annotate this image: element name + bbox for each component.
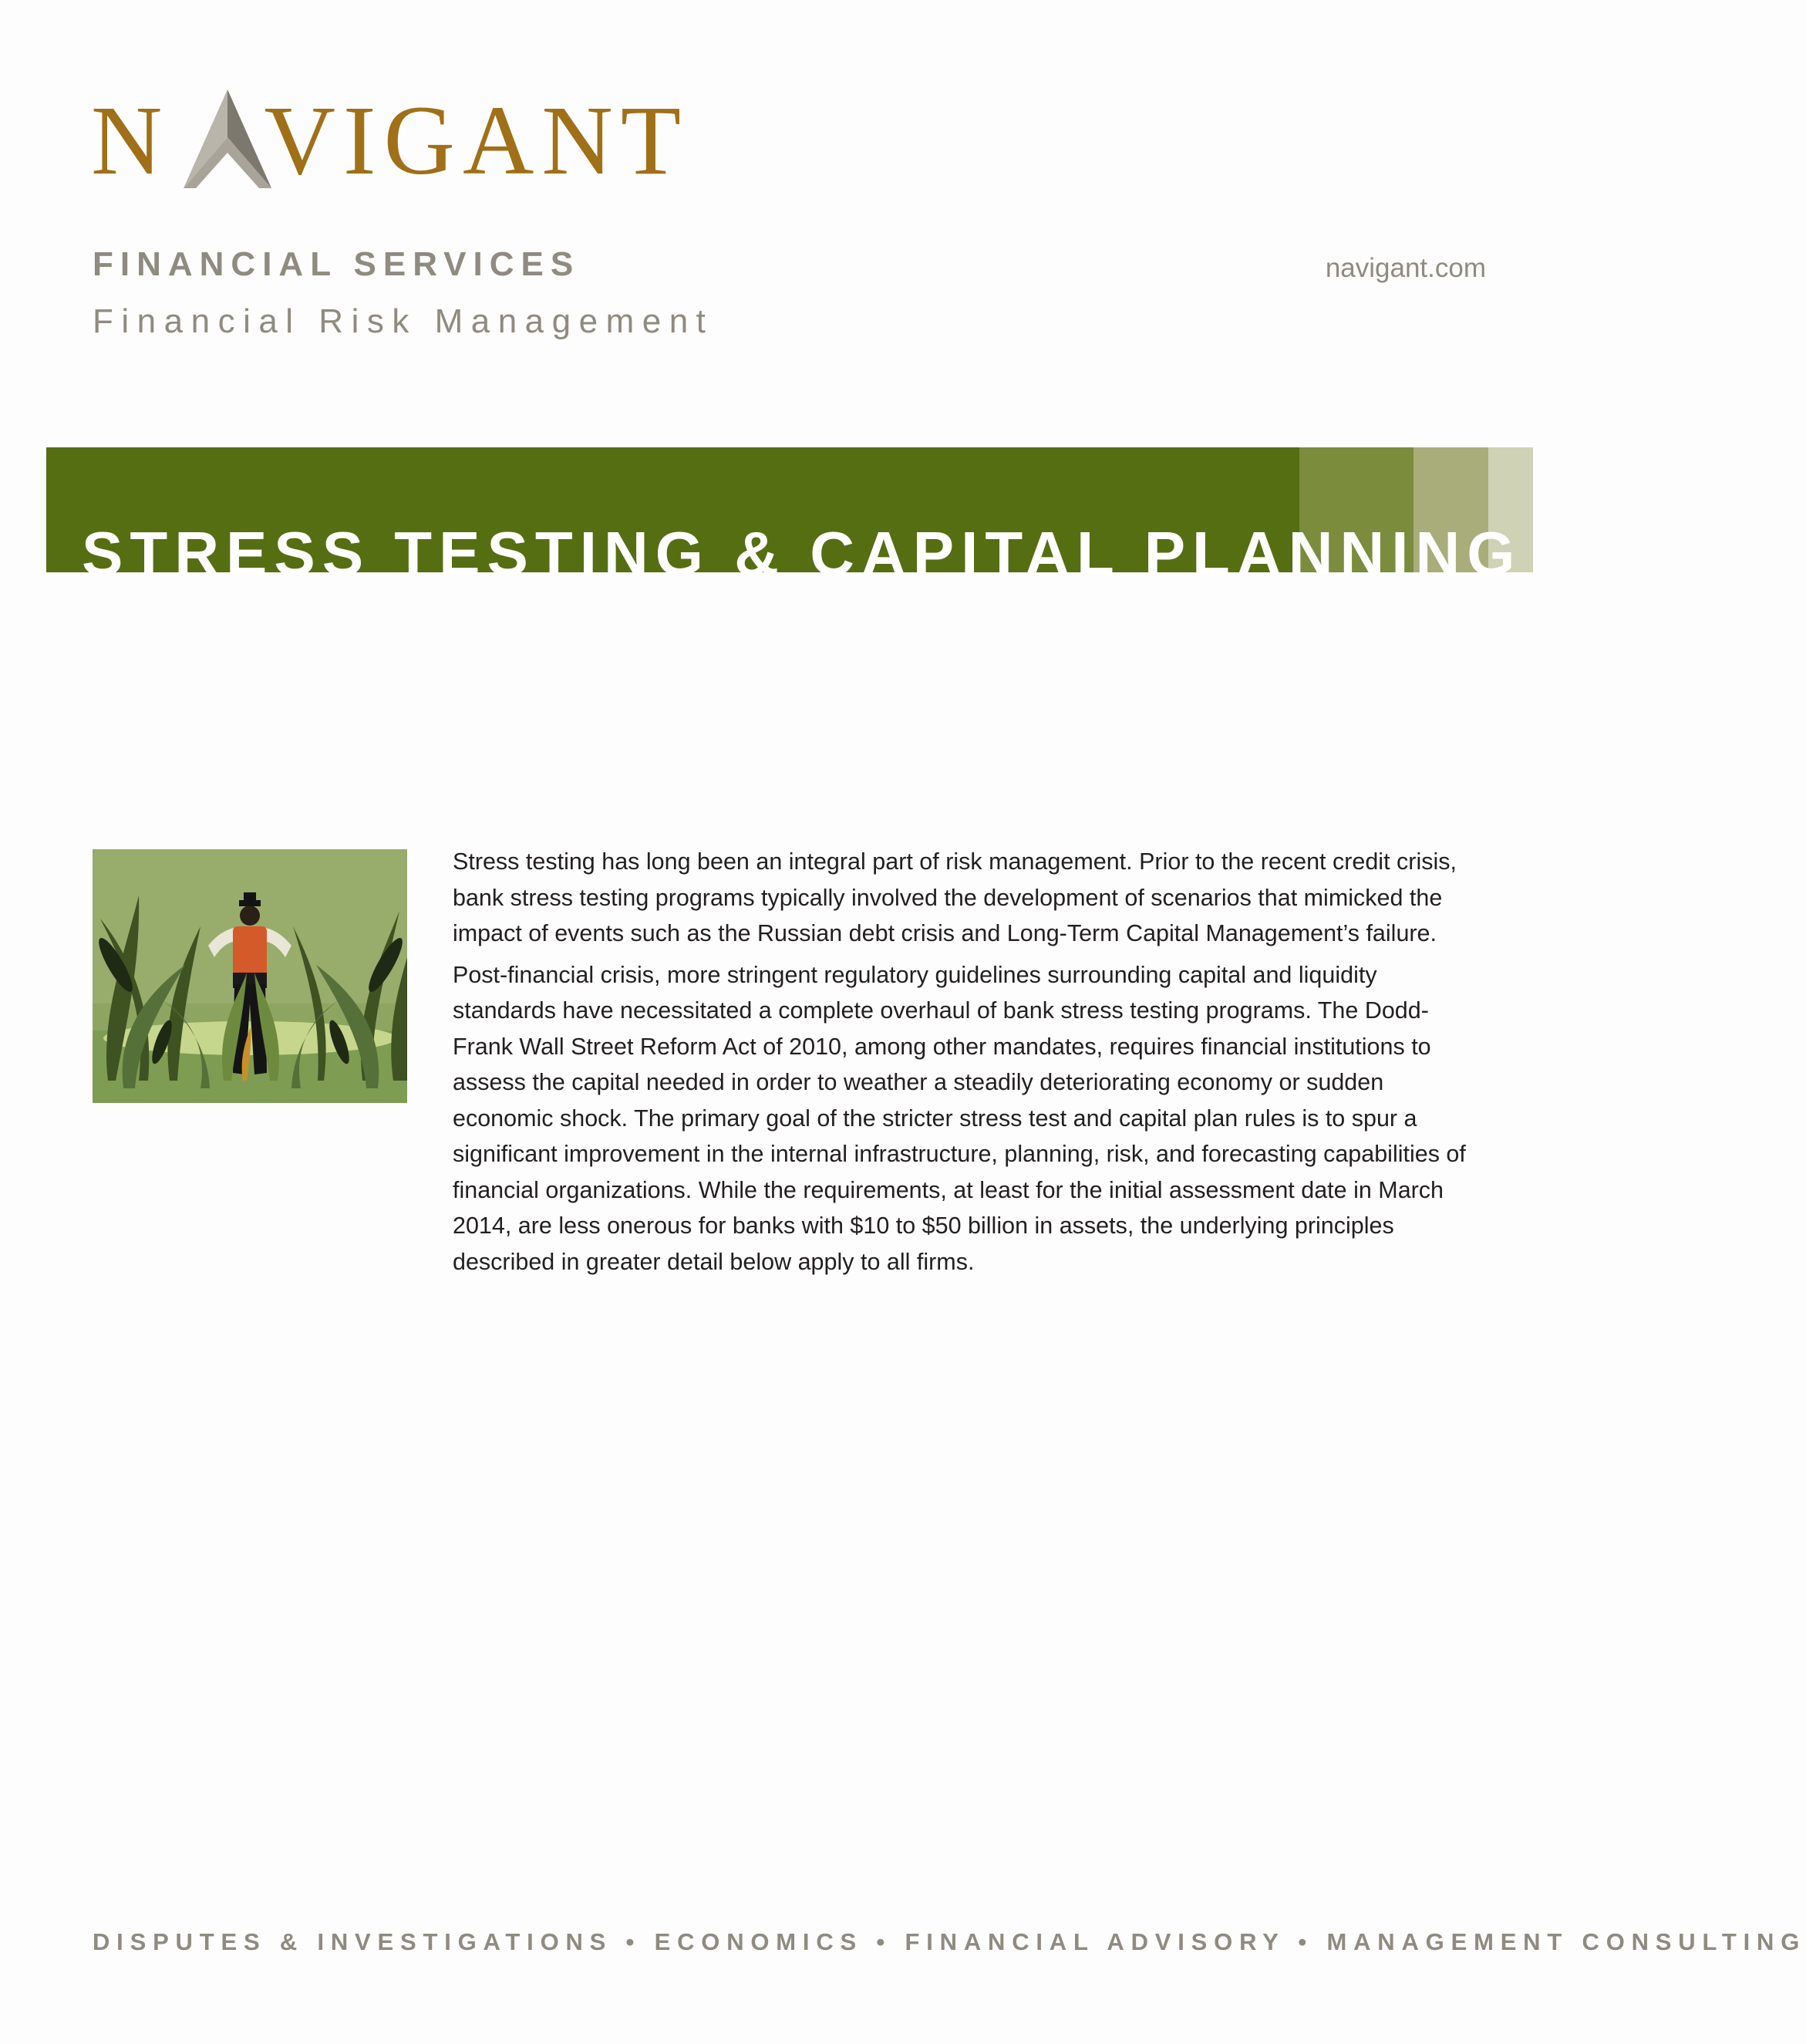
footer-services: DISPUTES & INVESTIGATIONS • ECONOMICS • FINANCIAL ADVISORY • MANAGEMENT CONSULTING (93, 1928, 1806, 1955)
paragraph-2: Post-financial crisis, more stringent regulatory guidelines surrounding capital and liquidity standards have necessitated a complete overhaul of bank stress testing programs. The Dodd-Frank Wall Street Reform Act of 2010, among other mandates, requires financial institutions to assess the capital needed in order to weather a steadily deteriorating economy or sudden economic shock. The primary goal of the stricter stress test and capital plan rules is to spur a significant improvement in the internal infrastructure, planning, risk, and forecasting capabilities of financial organizations. While the requirements, at least for the initial assessment date in March 2014, are less onerous for banks with $10 to $50 billion in assets, the underlying principles described in greater detail below apply to all firms. (453, 961, 1466, 1275)
title-banner (46, 447, 1533, 588)
logo-letter-n: N (91, 86, 170, 195)
logo-letters-vigant: VIGANT (264, 86, 689, 195)
intro-text (453, 844, 1486, 1285)
paragraph-1: Stress testing has long been an integral part of risk management. Prior to the recent credit crisis, bank stress testing programs typically involved the development of scenarios that mimicked the impact of events such as the Russian debt crisis and Long-Term Capital Management’s failure. (453, 848, 1457, 946)
division-title: FINANCIAL SERVICES (93, 245, 581, 283)
website-link[interactable]: navigant.com (1325, 253, 1486, 283)
practice-subtitle: Financial Risk Management (93, 302, 714, 340)
navigant-logo (91, 86, 689, 195)
banner-title: STRESS TESTING & CAPITAL PLANNING (82, 519, 1522, 588)
logo-chevron-icon (176, 89, 280, 197)
man-in-field-illustration (93, 849, 407, 1103)
